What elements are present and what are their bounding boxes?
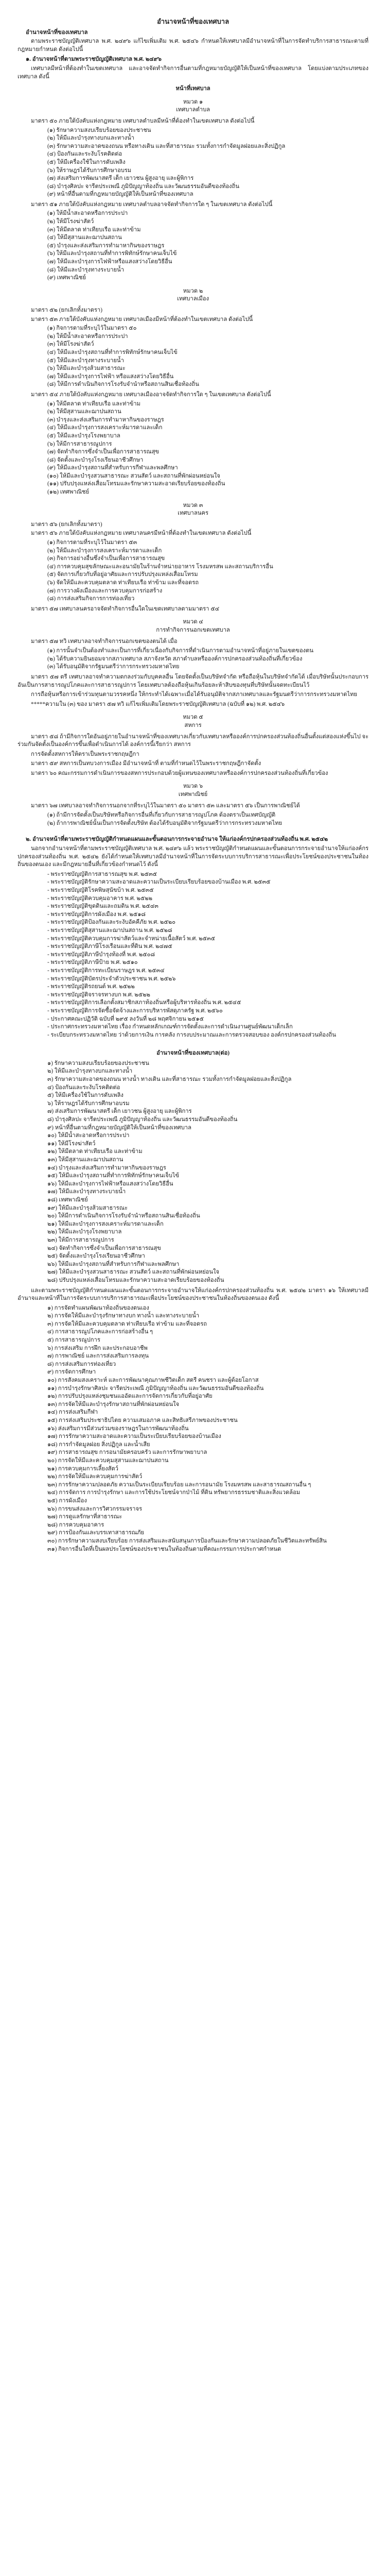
list-item: - พระราชบัญญัติโรคพิษสุนัขบ้า พ.ศ. ๒๕๓๕ xyxy=(47,887,154,893)
list-item: (๖) จัดให้มีและควบคุมตลาด ท่าเทียบเรือ ท่าข้าม และที่จอดรถ xyxy=(47,580,199,586)
part3-note: มาตรา ๕๖ (ยกเลิกทั้งมาตรา) xyxy=(31,521,102,528)
list-item: ๒๑) ให้มีและบำรุงการสงเคราะห์มารดาและเด็ก xyxy=(47,1221,164,1227)
part2-name: เทศบาลเมือง xyxy=(177,296,209,302)
sec3-heading: อำนาจหน้าที่ของเทศบาล(ต่อ) xyxy=(156,1050,230,1057)
list-item: ๑๖) ส่งเสริมการมีส่วนร่วมของราษฎรในการพัฒนาท้องถิ่น xyxy=(47,1425,189,1432)
part5-name: สหการ xyxy=(184,722,202,728)
list-item: (๘) บำรุงศิลปะ จารีตประเพณี ภูมิปัญญาท้องถิ่น และวัฒนธรรมอันดีของท้องถิ่น xyxy=(47,183,239,190)
list-item: (๔) ให้มีและบำรุงสถานที่ทำการพิทักษ์รักษาคนเจ็บไข้ xyxy=(47,349,178,355)
list-item: - พระราชบัญญัติบัตรประจำตัวประชาชน พ.ศ. ๒๕๒๖ xyxy=(47,975,176,982)
list-item: (๙) หน้าที่อื่นตามที่กฎหมายบัญญัติให้เป็นหน้าที่ของเทศบาล xyxy=(47,191,194,198)
list-item: ๑๐) ให้มีน้ำสะอาดหรือการประปา xyxy=(47,1132,130,1139)
list-item: ๒๖) การขนส่งและการวิศวกรรมจราจร xyxy=(47,1505,143,1512)
part4-number: หมวด ๔ xyxy=(183,619,203,625)
list-item: ๒๔) การจัดการ การบำรุงรักษา และการใช้ประโยชน์จากป่าไม้ ที่ดิน ทรัพยากรธรรมชาติและสิ่งแวดล้อม xyxy=(47,1489,301,1496)
list-item: ๑๗) การรักษาความสะอาดและความเป็นระเบียบเรียบร้อยของบ้านเมือง xyxy=(47,1433,221,1440)
list-item: ๖) การส่งเสริม การฝึก และประกอบอาชีพ xyxy=(47,1345,148,1351)
part4-p4: *****ความใน (๓) ของ มาตรา ๕๗ ทวิ แก้ไขเพิ่มเติมโดยพระราชบัญญัติเทศบาล (ฉบับที่ ๑๒) พ.ศ. ๒๕๔๖ xyxy=(31,701,285,707)
list-item: (๑) รักษาความสงบเรียบร้อยของประชาชน xyxy=(47,127,151,133)
list-item: ๒๙) การป้องกันและบรรเทาสาธารณภัย xyxy=(47,1530,145,1536)
page-title: อำนาจหน้าที่ของเทศบาล xyxy=(156,18,230,25)
list-item: ๓) รักษาความสะอาดของถนน ทางน้ำ ทางเดิน และที่สาธารณะ รวมทั้งการกำจัดมูลฝอยและสิ่งปฏิกูล xyxy=(47,1076,292,1083)
list-item: (๑) กิจการตามที่ระบุไว้ในมาตรา ๕๐ xyxy=(47,325,137,332)
list-item: ๒๒) ให้มีและบำรุงโรงพยาบาล xyxy=(47,1229,122,1235)
sec1-text: เทศบาลมีหน้าที่ต้องทำในเขตเทศบาล และอาจจัดทำกิจการอื่นตามที่กฎหมายบัญญัติให้เป็นหน้าที่ของเทศบาล โดยแบ่งตามประเภทของเทศบาล ดังนี้ xyxy=(17,65,369,80)
tambon-may-list xyxy=(17,210,369,282)
list-item: - พระราชบัญญัติการเลือกตั้งสมาชิกสภาท้องถิ่นหรือผู้บริหารท้องถิ่น พ.ศ. ๒๕๔๕ xyxy=(47,999,241,1006)
list-item: ๕) ให้มีเครื่องใช้ในการดับเพลิง xyxy=(47,1092,124,1099)
part3-intro: มาตรา ๕๖ ภายใต้บังคับแห่งกฎหมาย เทศบาลนครมีหน้าที่ต้องทำในเขตเทศบาล ดังต่อไปนี้ xyxy=(31,530,252,537)
part6-number: หมวด ๖ xyxy=(183,783,203,790)
part4-list xyxy=(17,647,369,671)
list-item: ๖) ให้ราษฎรได้รับการศึกษาอบรม xyxy=(47,1100,130,1107)
part4-name: การทำกิจการนอกเขตเทศบาล xyxy=(156,626,230,633)
list-item: ๙) การจัดการศึกษา xyxy=(47,1369,96,1376)
sec3-list2 xyxy=(17,1304,369,1553)
part4-p1: มาตรา ๕๗ ทวิ เทศบาลอาจทำกิจการนอกเขตของตนได้ เมื่อ xyxy=(31,638,178,645)
list-item: ๕) การสาธารณูปการ xyxy=(47,1337,100,1344)
list-item: ๑๐) การสังคมสงเคราะห์ และการพัฒนาคุณภาพชีวิตเด็ก สตรี คนชรา และผู้ด้อยโอกาส xyxy=(47,1377,259,1384)
tambon-must-intro: มาตรา ๕๐ ภายใต้บังคับแห่งกฎหมาย เทศบาลตำบลมีหน้าที่ต้องทำในเขตเทศบาล ดังต่อไปนี้ xyxy=(31,117,255,124)
list-item: ๑๔) บำรุงและส่งเสริมการทำมาหากินของราษฎร xyxy=(47,1164,166,1171)
list-item: ๒๑) การควบคุมการเลี้ยงสัตว์ xyxy=(47,1465,118,1472)
list-item: (๗) การวางผังเมืองและการควบคุมการก่อสร้าง xyxy=(47,587,163,594)
list-item: (๕) บำรุงและส่งเสริมการทำมาหากินของราษฎร xyxy=(47,242,165,249)
list-item: (๓) ได้รับอนุมัติจากรัฐมนตรีว่าการกระทรวงมหาดไทย xyxy=(47,664,180,670)
list-item: (๙) เทศพาณิชย์ xyxy=(47,275,86,281)
part2-may-list xyxy=(17,400,369,497)
list-item: (๑) ให้มีตลาด ท่าเทียบเรือ และท่าข้าม xyxy=(47,400,141,407)
list-item: (๗) ให้มีและบำรุงการไฟฟ้า หรือแสงสว่างโดยวิธีอื่น xyxy=(47,373,174,380)
part2-number: หมวด ๒ xyxy=(183,287,203,294)
list-item: - พระราชบัญญัติป้องกันและระงับอัคคีภัย พ.ศ. ๒๕๒๐ xyxy=(47,919,176,926)
list-item: ๒๔) จัดทำกิจการซึ่งจำเป็นเพื่อการสาธารณสุข xyxy=(47,1245,161,1251)
list-item: (๕) จัดการเกี่ยวกับที่อยู่อาศัยและการปรับปรุงแหล่งเสื่อมโทรม xyxy=(47,571,198,578)
list-item: (๘) ให้มีการดำเนินกิจการโรงรับจำนำหรือสถานสินเชื่อท้องถิ่น xyxy=(47,381,199,388)
list-item: ๓๑) กิจการอื่นใดที่เป็นผลประโยชน์ของประชาชนในท้องถิ่นตามที่คณะกรรมการประกาศกำหนด xyxy=(47,1546,282,1552)
list-item: (๒) ให้มีโรงฆ่าสัตว์ xyxy=(47,218,94,225)
list-item: ๔) การสาธารณูปโภคและการก่อสร้างอื่น ๆ xyxy=(47,1329,153,1335)
list-item: (๕) ให้มีและบำรุงทางระบายน้ำ xyxy=(47,357,124,364)
list-item: (๑๐) ให้มีและบำรุงสวนสาธารณะ สวนสัตว์ และสถานที่พักผ่อนหย่อนใจ xyxy=(47,472,220,479)
list-item: ๒๐) ให้มีการดำเนินกิจการโรงรับจำนำหรือสถานสินเชื่อท้องถิ่น xyxy=(47,1213,200,1219)
list-item: (๑) การนั้นจำเป็นต้องทำและเป็นการที่เกี่ยวเนื่องกับกิจการที่ดำเนินการตามอำนาจหน้าที่อยู่ภายในเขตของตน xyxy=(47,648,313,654)
part5-p2: การจัดตั้งสหการให้ตราเป็นพระราชกฤษฎีกา xyxy=(31,751,139,757)
list-item: (๔) ให้มีและบำรุงการสงเคราะห์มารดาและเด็ก xyxy=(47,425,163,431)
list-item: (๒) ถ้าการพาณิชย์นั้นเป็นการจัดตั้งบริษัท ต้องได้รับอนุมัติจากรัฐมนตรีว่าการกระทรวงมหาดไทย xyxy=(47,820,283,826)
list-item: (๒) ได้รับความยินยอมจากสภาเทศบาล สภาจังหวัด สภาตำบลหรือองค์การปกครองส่วนท้องถิ่นที่เกี่ยวข้อง xyxy=(47,655,303,662)
list-item: ๑๕) ให้มีและบำรุงสถานที่ทำการพิทักษ์รักษาคนเจ็บไข้ xyxy=(47,1173,180,1179)
part6-p1: มาตรา ๖๗ เทศบาลอาจทำกิจการนอกจากที่ระบุไว้ในมาตรา ๕๐ มาตรา ๕๓ และมาตรา ๕๖ เป็นการพาณิชย์ได้ xyxy=(31,802,300,809)
list-item: ๑๖) ให้มีและบำรุงการไฟฟ้าหรือแสงสว่างโดยวิธีอื่น xyxy=(47,1180,173,1187)
list-item: (๘) จัดตั้งและบำรุงโรงเรียนอาชีวศึกษา xyxy=(47,456,144,463)
list-item: (๓) กิจการอย่างอื่นซึ่งจำเป็นเพื่อการสาธารณสุข xyxy=(47,555,165,562)
list-item: ๒๓) การรักษาความปลอดภัย ความเป็นระเบียบเรียบร้อย และการอนามัย โรงมหรสพ และสาธารณสถานอื่น ๆ xyxy=(47,1481,311,1488)
part5-p1: มาตรา ๕๘ ถ้ามีกิจการใดอันอยู่ภายในอำนาจหน้าที่ของเทศบาลเกี่ยวกับเทศบาลหรือองค์การปกครองส่วนท้องถิ่นอื่นตั้งแต่สองแห่งขึ้นไป จะร่วมกันจัดตั้งเป็นองค์การขึ้นเพื่อดำเนินการได้ องค์การนี้เรียกว่า สหการ xyxy=(17,733,369,748)
list-item: (๖) ให้มีและบำรุงส้วมสาธารณะ xyxy=(47,365,126,372)
part5-number: หมวด ๕ xyxy=(183,714,203,721)
part1-name: เทศบาลตำบล xyxy=(176,107,210,113)
list-item: (๑) ถ้ามีการจัดตั้งเป็นบริษัทหรือกิจการอื่นที่เกี่ยวกับการสาธารณูปโภค ต้องตราเป็นเทศบัญญัติ xyxy=(47,812,276,819)
list-item: - ประกาศคณะปฏิวัติ ฉบับที่ ๒๙๕ ลงวันที่ ๒๘ พฤศจิกายน ๒๕๑๕ xyxy=(47,1015,204,1022)
list-item: - พระราชบัญญัติภาษีป้าย พ.ศ. ๒๕๑๐ xyxy=(47,959,138,966)
sec3-list1 xyxy=(17,1060,369,1285)
list-item: ๓) การจัดให้มีและควบคุมตลาด ท่าเทียบเรือ ท่าข้าม และที่จอดรถ xyxy=(47,1320,207,1327)
list-item: - พระราชบัญญัติการสาธารณสุข พ.ศ. ๒๕๓๕ xyxy=(47,871,157,877)
list-item: ๒๓) ให้มีการสาธารณูปการ xyxy=(47,1236,114,1243)
list-item: (๗) ให้มีและบำรุงการไฟฟ้าหรือแสงสว่างโดยวิธีอื่น xyxy=(47,259,172,265)
list-item: (๒) ให้มีน้ำสะอาดหรือการประปา xyxy=(47,333,128,340)
list-item: (๑๒) เทศพาณิชย์ xyxy=(47,489,90,496)
list-item: - พระราชบัญญัติการทะเบียนราษฎร พ.ศ. ๒๕๓๔ xyxy=(47,967,165,974)
list-item: (๓) บำรุงและส่งเสริมการทำมาหากินของราษฎร xyxy=(47,416,164,423)
list-item: (๔) ให้มีสุสานและฌาปนสถาน xyxy=(47,234,122,241)
list-item: ๒๗) ให้มีและบำรุงสวนสาธารณะ สวนสัตว์ และสถานที่พักผ่อนหย่อนใจ xyxy=(47,1269,219,1276)
list-item: - พระราชบัญญัติรักษาความสะอาดและความเป็นระเบียบเรียบร้อยของบ้านเมือง พ.ศ. ๒๕๓๕ xyxy=(47,879,271,886)
list-item: ๑๒) ให้มีตลาด ท่าเทียบเรือ และท่าข้าม xyxy=(47,1148,143,1155)
list-item: ๘) บำรุงศิลปะ จารีตประเพณี ภูมิปัญญาท้องถิ่น และวัฒนธรรมอันดีของท้องถิ่น xyxy=(47,1116,238,1123)
part5-p4: มาตรา ๖๐ คณะกรรมการดำเนินการของสหการประกอบด้วยผู้แทนของเทศบาลหรือองค์การปกครองส่วนท้องถิ่นที่เกี่ยวข้อง xyxy=(31,770,328,776)
list-item: ๗) ส่งเสริมการพัฒนาสตรี เด็ก เยาวชน ผู้สูงอายุ และผู้พิการ xyxy=(47,1108,192,1115)
list-item: ๑๔) การส่งเสริมกีฬา xyxy=(47,1409,98,1416)
basis-text: ตามพระราชบัญญัติเทศบาล พ.ศ. ๒๔๙๖ แก้ไขเพิ่มเติม พ.ศ. ๒๕๔๖ กำหนดให้เทศบาลมีอำนาจหน้าที่ในการจัดทำบริการสาธารณะตามที่กฎหมายกำหนด ดังต่อไปนี้ xyxy=(17,38,369,53)
list-item: - พระราชบัญญัติจราจรทางบก พ.ศ. ๒๕๒๒ xyxy=(47,991,150,998)
part1-number: หมวด ๑ xyxy=(183,98,203,105)
list-item: ๑๑) การบำรุงรักษาศิลปะ จารีตประเพณี ภูมิปัญญาท้องถิ่น และวัฒนธรรมอันดีของท้องถิ่น xyxy=(47,1385,264,1392)
list-item: ๒๗) การดูแลรักษาที่สาธารณะ xyxy=(47,1514,122,1520)
list-item: ๑๓) การจัดให้มีและบำรุงรักษาสถานที่พักผ่อนหย่อนใจ xyxy=(47,1401,180,1408)
list-item: (๓) รักษาความสะอาดของถนน หรือทางเดิน และที่สาธารณะ รวมทั้งการกำจัดมูลฝอยและสิ่งปฏิกูล xyxy=(47,143,286,149)
list-item: ๑๙) การสาธารณสุข การอนามัยครอบครัว และการรักษาพยาบาล xyxy=(47,1449,207,1456)
list-item: (๕) ให้มีและบำรุงโรงพยาบาล xyxy=(47,432,120,439)
part3-name: เทศบาลนคร xyxy=(178,510,208,517)
list-item: ๑๘) การกำจัดมูลฝอย สิ่งปฏิกูล และน้ำเสีย xyxy=(47,1441,150,1448)
list-item: ๔) ป้องกันและระงับโรคติดต่อ xyxy=(47,1084,120,1091)
part2-intro: มาตรา ๕๓ ภายใต้บังคับแห่งกฎหมาย เทศบาลเมืองมีหน้าที่ต้องทำในเขตเทศบาล ดังต่อไปนี้ xyxy=(31,316,253,323)
list-item: (๕) ให้มีเครื่องใช้ในการดับเพลิง xyxy=(47,159,126,165)
list-item: ๑๙) ให้มีและบำรุงส้วมสาธารณะ xyxy=(47,1205,128,1211)
list-item: (๔) การควบคุมสุขลักษณะและอนามัยในร้านจำหน่ายอาหาร โรงมหรสพ และสถานบริการอื่น xyxy=(47,563,273,570)
list-item: - พระราชบัญญัติการจัดซื้อจัดจ้างและการบริหารพัสดุภาครัฐ พ.ศ. ๒๕๖๐ xyxy=(47,1007,223,1014)
list-item: - พระราชบัญญัติขุดดินและถมดิน พ.ศ. ๒๕๔๓ xyxy=(47,903,159,910)
list-item: ๒๕) การผังเมือง xyxy=(47,1497,87,1504)
list-item: ๑๕) การส่งเสริมประชาธิปไตย ความเสมอภาค และสิทธิเสรีภาพของประชาชน xyxy=(47,1417,238,1423)
list-item: ๑) การจัดทำแผนพัฒนาท้องถิ่นของตนเอง xyxy=(47,1304,149,1311)
list-item: ๑๗) ให้มีและบำรุงทางระบายน้ำ xyxy=(47,1189,126,1195)
part2-note: มาตรา ๕๒ (ยกเลิกทั้งมาตรา) xyxy=(31,307,102,313)
list-item: (๘) ให้มีและบำรุงทางระบายน้ำ xyxy=(47,266,125,273)
list-item: ๑๑) ให้มีโรงฆ่าสัตว์ xyxy=(47,1140,96,1147)
part3-extra: มาตรา ๕๗ เทศบาลนครอาจจัดทำกิจการอื่นใดในเขตเทศบาลตามมาตรา ๕๔ xyxy=(31,605,220,612)
part3-list xyxy=(17,539,369,603)
basis-heading: อำนาจหน้าที่ของเทศบาล xyxy=(26,29,88,36)
tambon-may-intro: มาตรา ๕๑ ภายใต้บังคับแห่งกฎหมาย เทศบาลตำบลอาจจัดทำกิจการใด ๆ ในเขตเทศบาล ดังต่อไปนี้ xyxy=(31,201,273,208)
list-item: ๒) การจัดให้มีและบำรุงรักษาทางบก ทางน้ำ และทางระบายน้ำ xyxy=(47,1313,200,1319)
part2-list xyxy=(17,325,369,389)
part3-number: หมวด ๓ xyxy=(183,502,203,509)
list-item: ๑๒) การปรับปรุงแหล่งชุมชนแออัดและการจัดการเกี่ยวกับที่อยู่อาศัย xyxy=(47,1393,213,1400)
part6-name: เทศพาณิชย์ xyxy=(178,791,208,798)
list-item: ๘) การส่งเสริมการท่องเที่ยว xyxy=(47,1361,116,1367)
list-item: (๔) ป้องกันและระงับโรคติดต่อ xyxy=(47,151,122,158)
list-item: (๗) ส่งเสริมการพัฒนาสตรี เด็ก เยาวชน ผู้สูงอายุ และผู้พิการ xyxy=(47,175,194,182)
list-item: - พระราชบัญญัติการผังเมือง พ.ศ. ๒๕๑๘ xyxy=(47,911,146,918)
list-item: ๒๐) การจัดให้มีและควบคุมสุสานและฌาปนสถาน xyxy=(47,1457,169,1464)
list-item: - พระราชบัญญัติรถยนต์ พ.ศ. ๒๕๒๒ xyxy=(47,984,135,990)
list-item: - พระราชบัญญัติควบคุมอาคาร พ.ศ. ๒๕๒๒ xyxy=(47,895,152,902)
list-item: (๗) จัดทำกิจการซึ่งจำเป็นเพื่อการสาธารณสุข xyxy=(47,449,160,455)
list-item: - ระเบียบกระทรวงมหาดไทย ว่าด้วยการเงิน การคลัง การงบประมาณและการตรวจสอบของ องค์กรปกครองส่วนท้องถิ่น xyxy=(47,1031,336,1038)
list-item: ๒๖) ให้มีและบำรุงสถานที่สำหรับการกีฬาและพลศึกษา xyxy=(47,1261,180,1267)
list-item: (๖) ให้มีและบำรุงสถานที่ทำการพิทักษ์รักษาคนเจ็บไข้ xyxy=(47,250,177,257)
list-item: ๒๘) ปรับปรุงแหล่งเสื่อมโทรมและรักษาความสะอาดเรียบร้อยของท้องถิ่น xyxy=(47,1277,224,1283)
list-item: - พระราชบัญญัติภาษีโรงเรือนและที่ดิน พ.ศ. ๒๔๗๕ xyxy=(47,943,172,950)
list-item: (๑) ให้มีน้ำสะอาดหรือการประปา xyxy=(47,210,128,217)
list-item: (๒) ให้มีและบำรุงทางบกและทางน้ำ xyxy=(47,135,134,142)
list-item: (๑) กิจการตามที่ระบุไว้ในมาตรา ๕๓ xyxy=(47,539,137,546)
list-item: (๘) การส่งเสริมกิจการการท่องเที่ยว xyxy=(47,596,135,602)
list-item: ๒๘) การควบคุมอาคาร xyxy=(47,1521,104,1528)
chapter-title: หน้าที่เทศบาล xyxy=(176,86,210,92)
part2-may-intro: มาตรา ๕๔ ภายใต้บังคับแห่งกฎหมาย เทศบาลเมืองอาจจัดทำกิจการใด ๆ ในเขตเทศบาล ดังต่อไปนี้ xyxy=(31,391,271,398)
list-item: ๓๐) การรักษาความสงบเรียบร้อย การส่งเสริมและสนับสนุนการป้องกันและรักษาความปลอดภัยในชีวิตและทรัพย์สิน xyxy=(47,1537,327,1544)
sec2-laws xyxy=(17,871,369,1039)
list-item: ๒) ให้มีและบำรุงทางบกและทางน้ำ xyxy=(47,1068,133,1075)
list-item: (๓) ให้มีตลาด ท่าเทียบเรือ และท่าข้าม xyxy=(47,226,141,233)
part4-p3: การถือหุ้นหรือการเข้าร่วมทุนตามวรรคหนึ่ง ให้กระทำได้เฉพาะเมื่อได้รับอนุมัติจากสภาเทศบาลและรัฐมนตรีว่าการกระทรวงมหาดไทย xyxy=(31,691,357,698)
list-item: ๙) หน้าที่อื่นตามที่กฎหมายบัญญัติให้เป็นหน้าที่ของเทศบาล xyxy=(47,1124,191,1131)
list-item: ๗) การพาณิชย์ และการส่งเสริมการลงทุน xyxy=(47,1353,149,1360)
list-item: (๖) ให้มีการสาธารณูปการ xyxy=(47,440,112,447)
list-item: (๒) ให้มีสุสานและฌาปนสถาน xyxy=(47,409,121,415)
list-item: ๒๒) การจัดให้มีและควบคุมการฆ่าสัตว์ xyxy=(47,1473,143,1480)
part5-p3: มาตรา ๕๙ สหการเป็นทบวงการเมือง มีอำนาจหน้าที่ ตามที่กำหนดไว้ในพระราชกฤษฎีกาจัดตั้ง xyxy=(31,760,261,767)
part4-p2: มาตรา ๕๗ ตรี เทศบาลอาจทำความตกลงร่วมกับบุคคลอื่น โดยจัดตั้งเป็นบริษัทจำกัด หรือถือหุ้นในบริษัทจำกัดได้ เมื่อบริษัทนั้นประกอบการอันเป็นการสาธารณูปโภคและการสาธารณูปการ โดยเทศบาลต้องถือหุ้นเกินร้อยละห้าสิบของทุนที่บริษัทนั้นจดทะเบียนไว้ xyxy=(17,673,369,688)
sec2-text: นอกจากอำนาจหน้าที่ตามพระราชบัญญัติเทศบาล พ.ศ. ๒๔๙๖ แล้ว พระราชบัญญัติกำหนดแผนและขั้นตอนการกระจายอำนาจให้แก่องค์กรปกครองส่วนท้องถิ่น พ.ศ. ๒๕๔๒ ยังได้กำหนดให้เทศบาลมีอำนาจหน้าที่ในการจัดระบบการบริการสาธารณะเพื่อประโยชน์ของประชาชนในท้องถิ่นของตนเอง และมีกฎหมายอื่นที่เกี่ยวข้องกำหนดไว้ ดังนี้ xyxy=(17,845,369,868)
list-item: - ประกาศกระทรวงมหาดไทย เรื่อง กำหนดหลักเกณฑ์การจัดตั้งและการดำเนินงานศูนย์พัฒนาเด็กเล็ก xyxy=(47,1024,293,1030)
sec2-heading: ๒. อำนาจหน้าที่ตามพระราชบัญญัติกำหนดแผนและขั้นตอนการกระจายอำนาจ ให้แก่องค์กรปกครองส่วนท้องถิ่น พ.ศ. ๒๕๔๒ xyxy=(26,836,328,843)
list-item: (๑๑) ปรับปรุงแหล่งเสื่อมโทรมและรักษาความสะอาดเรียบร้อยของท้องถิ่น xyxy=(47,481,225,487)
list-item: - พระราชบัญญัติควบคุมการฆ่าสัตว์และจำหน่ายเนื้อสัตว์ พ.ศ. ๒๕๓๕ xyxy=(47,935,215,942)
list-item: ๒๕) จัดตั้งและบำรุงโรงเรียนอาชีวศึกษา xyxy=(47,1253,145,1260)
list-item: ๑๓) ให้มีสุสานและฌาปนสถาน xyxy=(47,1157,124,1163)
list-item: - พระราชบัญญัติภาษีบำรุงท้องที่ พ.ศ. ๒๕๐๘ xyxy=(47,951,155,958)
part6-list xyxy=(17,811,369,827)
list-item: (๓) ให้มีโรงฆ่าสัตว์ xyxy=(47,341,94,348)
list-item: (๖) ให้ราษฎรได้รับการศึกษาอบรม xyxy=(47,167,132,174)
list-item: (๒) ให้มีและบำรุงการสงเคราะห์มารดาและเด็ก xyxy=(47,547,162,554)
sec3-para: และตามพระราชบัญญัติกำหนดแผนและขั้นตอนการกระจายอำนาจให้แก่องค์กรปกครองส่วนท้องถิ่น พ.ศ. ๒๕๔๒ มาตรา ๑๖ ให้เทศบาลมีอำนาจและหน้าที่ในการจัดระบบการบริการสาธารณะเพื่อประโยชน์ของประชาชนในท้องถิ่นของตนเอง ดังนี้ xyxy=(17,1287,369,1302)
tambon-must-list xyxy=(17,127,369,199)
sec1-heading: ๑. อำนาจหน้าที่ตามพระราชบัญญัติเทศบาล พ.ศ. ๒๔๙๖ xyxy=(26,56,162,63)
list-item: - พระราชบัญญัติสุสานและฌาปนสถาน พ.ศ. ๒๕๒๘ xyxy=(47,927,172,934)
list-item: ๑๘) เทศพาณิชย์ xyxy=(47,1196,88,1203)
list-item: (๙) ให้มีและบำรุงสถานที่สำหรับการกีฬาและพลศึกษา xyxy=(47,465,178,471)
list-item: ๑) รักษาความสงบเรียบร้อยของประชาชน xyxy=(47,1060,149,1066)
